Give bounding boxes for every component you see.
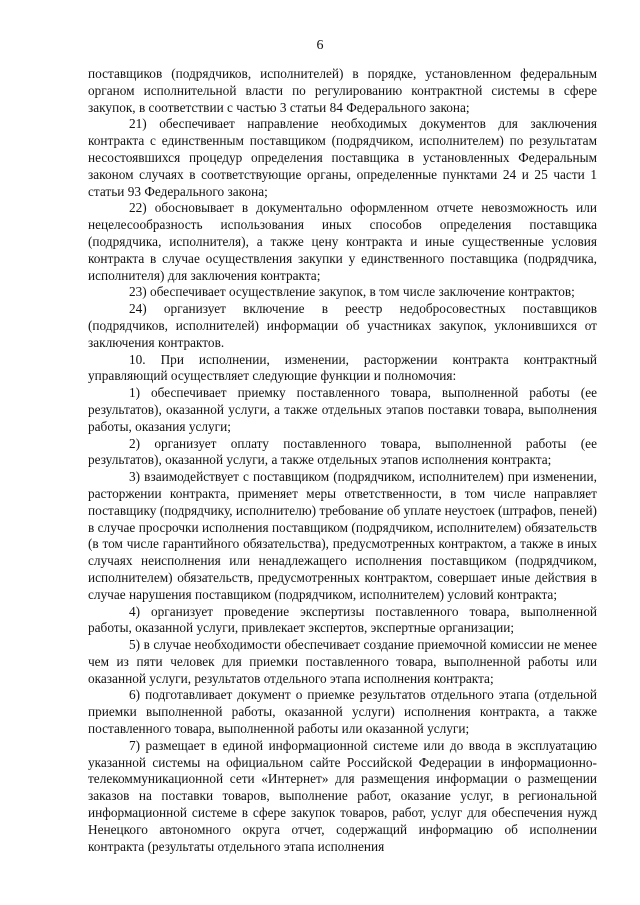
paragraph-item-4: 4) организует проведение экспертизы поставленного товара, выполненной работы, оказанной услуги, привлекает экспертов, экспертные организации; — [88, 603, 597, 636]
paragraph-item-24: 24) организует включение в реестр недобросовестных поставщиков (подрядчиков, исполнителей) информации об участниках закупок, уклонившихся от заключения контрактов. — [88, 301, 597, 350]
paragraph-item-23: 23) обеспечивает осуществление закупок, в том числе заключение контрактов; — [129, 284, 575, 300]
page-number: 6 — [316, 38, 324, 53]
paragraph-continuation: поставщиков (подрядчиков, исполнителей) в порядке, установленном федеральным органом исполнительной власти по регулированию контрактной системы в сфере закупок, в соответствии с частью 3 статьи 84 Федерального закона; — [88, 66, 597, 115]
paragraph-item-6: 6) подготавливает документ о приемке результатов отдельного этапа (отдельной приемки выполненной работы, оказанной услуги) исполнения контракта, а также поставленного товара, выполненной работы или оказанной услуги; — [88, 687, 597, 737]
document-body — [88, 66, 597, 855]
paragraph-item-2: 2) организует оплату поставленного товара, выполненной работы (ее результатов), оказанной услуги, а также отдельных этапов исполнения контракта; — [88, 435, 597, 468]
paragraph-item-7: 7) размещает в единой информационной системе или до ввода в эксплуатацию указанной системы на официальном сайте Российской Федерации в информационно-телекоммуникационной сети «Интернет» для размещения информации о размещении заказов на поставки товаров, выполнение работ, оказание услуг, в региональной информационной системе в сфере закупок товаров, работ, услуг для обеспечения нужд Ненецкого автономного округа отчет, содержащий информацию об исполнении контракта (результаты отдельного этапа исполнения — [88, 737, 597, 854]
paragraph-item-21: 21) обеспечивает направление необходимых документов для заключения контракта с единственным поставщиком (подрядчиком, исполнителем) по результатам несостоявшихся процедур определения поставщика в установленных Федеральным законом случаях в соответствующие органы, определенные пунктами 24 и 25 части 1 статьи 93 Федерального закона; — [88, 116, 597, 199]
paragraph-item-22: 22) обосновывает в документально оформленном отчете невозможность или нецелесообразность использования иных способов определения поставщика (подрядчика, исполнителя), а также цену контракта и иные существенные условия контракта в случае осуществления закупки у единственного поставщика (подрядчика, исполнителя) для заключения контракта; — [88, 200, 597, 283]
paragraph-item-5: 5) в случае необходимости обеспечивает создание приемочной комиссии не менее чем из пяти человек для приемки поставленного товара, выполненной работы или оказанной услуги, результатов отдельного этапа исполнения контракта; — [88, 637, 597, 686]
paragraph-item-1: 1) обеспечивает приемку поставленного товара, выполненной работы (ее результатов), оказанной услуги, а также отдельных этапов поставки товара, выполнения работы, оказания услуги; — [88, 385, 597, 434]
paragraph-item-3: 3) взаимодействует с поставщиком (подрядчиком, исполнителем) при изменении, расторжении контракта, применяет меры ответственности, в том числе направляет поставщику (подрядчику, исполнителю) требование об уплате неустоек (штрафов, пеней) в случае просрочки исполнения поставщиком (подрядчиком, исполнителем) обязательств (в том числе гарантийного обязательства), предусмотренных контрактом, а также в иных случаях неисполнения или ненадлежащего исполнения поставщиком (подрядчиком, исполнителем) обязательств, предусмотренных контрактом, совершает иные действия в случае нарушения поставщиком (подрядчиком, исполнителем) условий контракта; — [88, 469, 597, 602]
paragraph-section-10: 10. При исполнении, изменении, расторжении контракта контрактный управляющий осуществляет следующие функции и полномочия: — [88, 351, 597, 384]
